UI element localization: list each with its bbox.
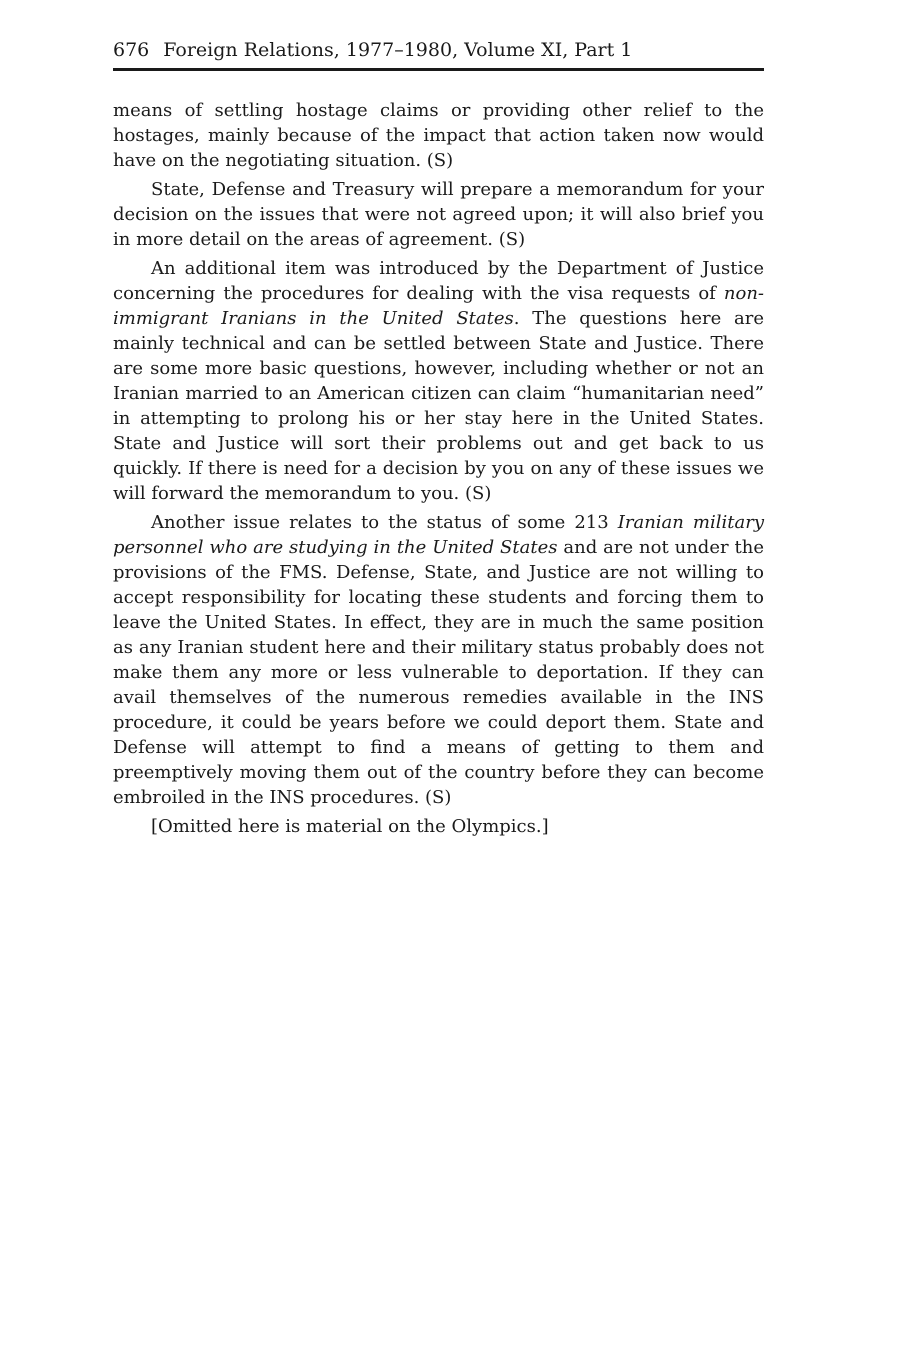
paragraph-visa-requests xyxy=(113,256,764,506)
paragraph-text: State, Defense and Treasury will prepare a memorandum for your decision on the issues that were not agreed upon; it will also brief you in more detail on the areas of agreement. (S) xyxy=(113,179,764,250)
paragraph-editorial-note xyxy=(113,814,764,839)
header-rule xyxy=(113,68,764,71)
paragraph-text: means of settling hostage claims or providing other relief to the hostages, mainly because of the impact that action taken now would have on the negotiating situation. (S) xyxy=(113,100,764,171)
paragraph-text: An additional item was introduced by the Department of Justice concerning the procedures for dealing with the visa requests of xyxy=(113,258,764,304)
running-head xyxy=(113,38,764,62)
italic-phrase: Iranian military personnel who are studying in the United States xyxy=(113,512,764,558)
body-text xyxy=(113,98,764,843)
paragraph-text: . The questions here are mainly technical and can be settled between State and Justice. There are some more basic questions, however, including whether or not an Iranian married to an American citizen can claim “humanitarian need” in attempting to prolong his or her stay here in the United States. State and Justice will sort their problems out and get back to us quickly. If there is need for a decision by you on any of these issues we will forward the memorandum to you. (S) xyxy=(113,308,764,504)
running-title: Foreign Relations, 1977–1980, Volume XI, Part 1 xyxy=(163,39,633,61)
italic-phrase: non-immigrant Iranians in the United States xyxy=(113,283,764,329)
page-number: 676 xyxy=(113,39,150,61)
paragraph-memorandum xyxy=(113,177,764,252)
paragraph-text: and are not under the provisions of the FMS. Defense, State, and Justice are not willing to accept responsibility for locating these students and forcing them to leave the United States. In effect, they are in much the same position as any Iranian student here and their military status probably does not make them any more or less vulnerable to deportation. If they can avail themselves of the numerous remedies available in the INS procedure, it could be years before we could deport them. State and Defense will attempt to find a means of getting to them and preemptively moving them out of the country before they can become embroiled in the INS procedures. (S) xyxy=(113,537,764,808)
paragraph-text: Another issue relates to the status of some 213 xyxy=(151,512,618,533)
paragraph-military-personnel xyxy=(113,510,764,810)
paragraph-continued xyxy=(113,98,764,173)
editorial-note: [Omitted here is material on the Olympics.] xyxy=(151,816,549,837)
